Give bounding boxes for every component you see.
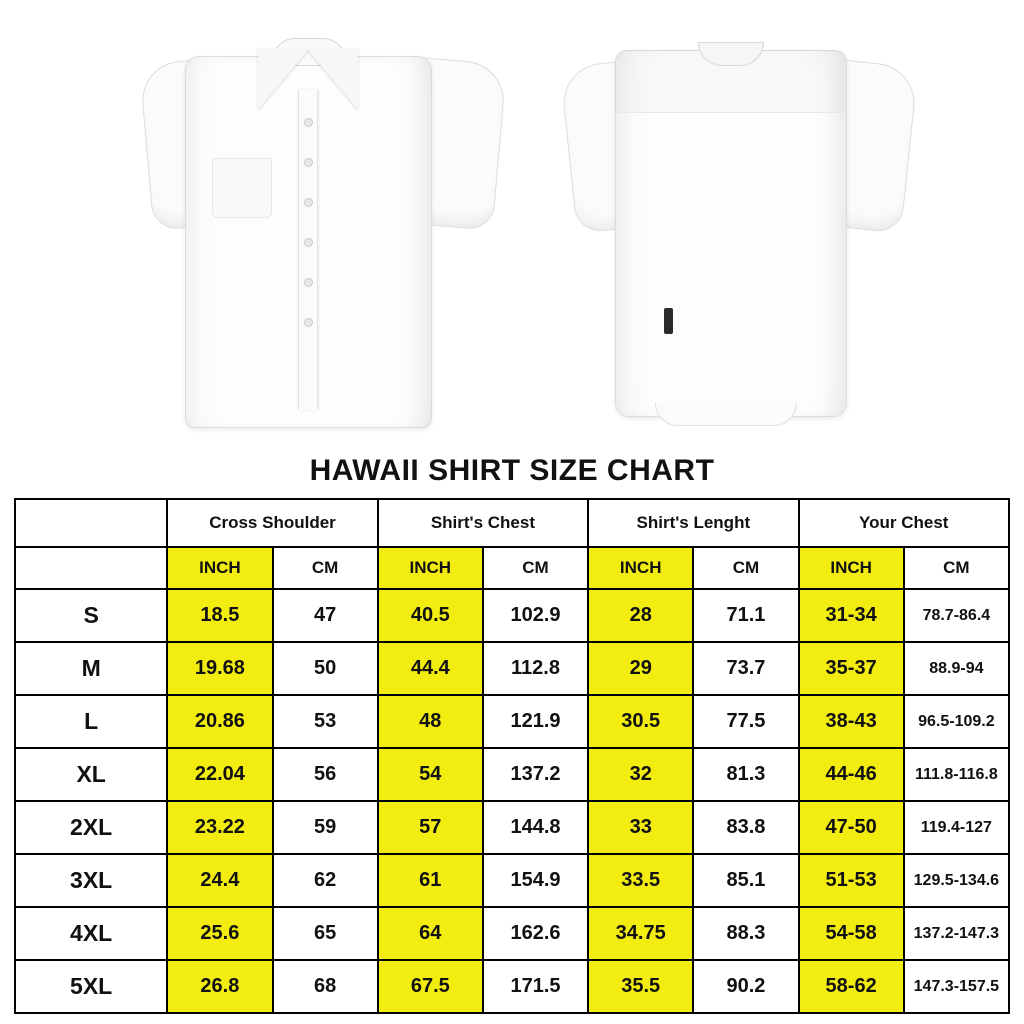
cell-length-inch: 34.75	[588, 907, 693, 960]
cell-length-inch: 28	[588, 589, 693, 642]
cell-your-chest-inch: 51-53	[799, 854, 904, 907]
cell-chest-cm: 102.9	[483, 589, 588, 642]
cell-length-inch: 33.5	[588, 854, 693, 907]
size-chart-table	[14, 498, 1010, 1014]
group-header-row	[15, 499, 1009, 547]
back-hem	[655, 403, 797, 426]
cell-length-cm: 71.1	[693, 589, 798, 642]
table-row	[15, 589, 1009, 642]
table-row	[15, 854, 1009, 907]
cell-length-cm: 83.8	[693, 801, 798, 854]
cell-length-cm: 88.3	[693, 907, 798, 960]
unit-your-chest-inch: INCH	[799, 547, 904, 589]
shirt-back-image	[560, 8, 900, 438]
cell-cross-shoulder-cm: 59	[273, 801, 378, 854]
cell-your-chest-inch: 38-43	[799, 695, 904, 748]
shirt-button	[304, 158, 313, 167]
cell-cross-shoulder-cm: 68	[273, 960, 378, 1013]
cell-your-chest-cm: 88.9-94	[904, 642, 1009, 695]
cell-chest-inch: 64	[378, 907, 483, 960]
cell-your-chest-inch: 47-50	[799, 801, 904, 854]
cell-chest-cm: 144.8	[483, 801, 588, 854]
shirt-button	[304, 198, 313, 207]
cell-your-chest-cm: 129.5-134.6	[904, 854, 1009, 907]
table-row	[15, 960, 1009, 1013]
front-chest-pocket	[212, 158, 272, 218]
cell-cross-shoulder-cm: 53	[273, 695, 378, 748]
row-size-label: S	[15, 589, 167, 642]
row-size-label: L	[15, 695, 167, 748]
shirt-button	[304, 278, 313, 287]
cell-cross-shoulder-inch: 24.4	[167, 854, 272, 907]
unit-chest-cm: CM	[483, 547, 588, 589]
cell-chest-inch: 40.5	[378, 589, 483, 642]
row-size-label: 5XL	[15, 960, 167, 1013]
table-row	[15, 695, 1009, 748]
cell-chest-inch: 48	[378, 695, 483, 748]
cell-your-chest-cm: 119.4-127	[904, 801, 1009, 854]
cell-your-chest-cm: 111.8-116.8	[904, 748, 1009, 801]
front-collar-right	[306, 48, 358, 110]
cell-length-inch: 30.5	[588, 695, 693, 748]
group-header-cross-shoulder: Cross Shoulder	[167, 499, 377, 547]
cell-your-chest-cm: 96.5-109.2	[904, 695, 1009, 748]
cell-chest-inch: 61	[378, 854, 483, 907]
unit-header-spacer	[15, 547, 167, 589]
shirt-illustrations	[0, 0, 1024, 450]
table-row	[15, 907, 1009, 960]
cell-your-chest-cm: 137.2-147.3	[904, 907, 1009, 960]
group-header-shirts-lenght: Shirt's Lenght	[588, 499, 798, 547]
cell-chest-cm: 162.6	[483, 907, 588, 960]
shirt-front-image	[140, 8, 500, 438]
cell-cross-shoulder-inch: 19.68	[167, 642, 272, 695]
cell-length-cm: 77.5	[693, 695, 798, 748]
cell-length-cm: 73.7	[693, 642, 798, 695]
table-row	[15, 642, 1009, 695]
cell-length-cm: 81.3	[693, 748, 798, 801]
unit-chest-inch: INCH	[378, 547, 483, 589]
cell-chest-inch: 67.5	[378, 960, 483, 1013]
cell-length-inch: 35.5	[588, 960, 693, 1013]
unit-header-row	[15, 547, 1009, 589]
front-collar-left	[258, 48, 310, 110]
cell-chest-cm: 121.9	[483, 695, 588, 748]
size-column-header	[15, 499, 167, 547]
cell-cross-shoulder-cm: 62	[273, 854, 378, 907]
cell-cross-shoulder-inch: 23.22	[167, 801, 272, 854]
cell-cross-shoulder-cm: 47	[273, 589, 378, 642]
cell-length-inch: 29	[588, 642, 693, 695]
row-size-label: 2XL	[15, 801, 167, 854]
unit-length-inch: INCH	[588, 547, 693, 589]
cell-chest-cm: 171.5	[483, 960, 588, 1013]
cell-chest-inch: 54	[378, 748, 483, 801]
shirt-button	[304, 238, 313, 247]
cell-length-cm: 90.2	[693, 960, 798, 1013]
cell-chest-cm: 112.8	[483, 642, 588, 695]
cell-length-cm: 85.1	[693, 854, 798, 907]
cell-your-chest-cm: 147.3-157.5	[904, 960, 1009, 1013]
cell-length-inch: 32	[588, 748, 693, 801]
unit-cross-shoulder-cm: CM	[273, 547, 378, 589]
page-title: HAWAII SHIRT SIZE CHART	[309, 454, 715, 487]
row-size-label: 3XL	[15, 854, 167, 907]
table-row	[15, 801, 1009, 854]
cell-chest-inch: 57	[378, 801, 483, 854]
row-size-label: M	[15, 642, 167, 695]
cell-your-chest-inch: 31-34	[799, 589, 904, 642]
cell-cross-shoulder-inch: 25.6	[167, 907, 272, 960]
unit-length-cm: CM	[693, 547, 798, 589]
group-header-your-chest: Your Chest	[799, 499, 1009, 547]
side-seam-label-tag	[664, 308, 673, 334]
cell-cross-shoulder-cm: 50	[273, 642, 378, 695]
cell-chest-cm: 154.9	[483, 854, 588, 907]
cell-your-chest-cm: 78.7-86.4	[904, 589, 1009, 642]
cell-your-chest-inch: 44-46	[799, 748, 904, 801]
size-table-container	[0, 498, 1024, 1014]
unit-cross-shoulder-inch: INCH	[167, 547, 272, 589]
cell-chest-cm: 137.2	[483, 748, 588, 801]
cell-cross-shoulder-cm: 65	[273, 907, 378, 960]
shirt-button	[304, 318, 313, 327]
table-row	[15, 748, 1009, 801]
cell-your-chest-inch: 58-62	[799, 960, 904, 1013]
front-button-placket	[298, 90, 318, 410]
unit-your-chest-cm: CM	[904, 547, 1009, 589]
shirt-button	[304, 118, 313, 127]
row-size-label: XL	[15, 748, 167, 801]
size-rows	[15, 589, 1009, 1013]
cell-cross-shoulder-inch: 20.86	[167, 695, 272, 748]
cell-your-chest-inch: 54-58	[799, 907, 904, 960]
cell-chest-inch: 44.4	[378, 642, 483, 695]
cell-length-inch: 33	[588, 801, 693, 854]
cell-cross-shoulder-inch: 22.04	[167, 748, 272, 801]
cell-cross-shoulder-cm: 56	[273, 748, 378, 801]
cell-cross-shoulder-inch: 18.5	[167, 589, 272, 642]
group-header-shirts-chest: Shirt's Chest	[378, 499, 588, 547]
cell-your-chest-inch: 35-37	[799, 642, 904, 695]
cell-cross-shoulder-inch: 26.8	[167, 960, 272, 1013]
row-size-label: 4XL	[15, 907, 167, 960]
